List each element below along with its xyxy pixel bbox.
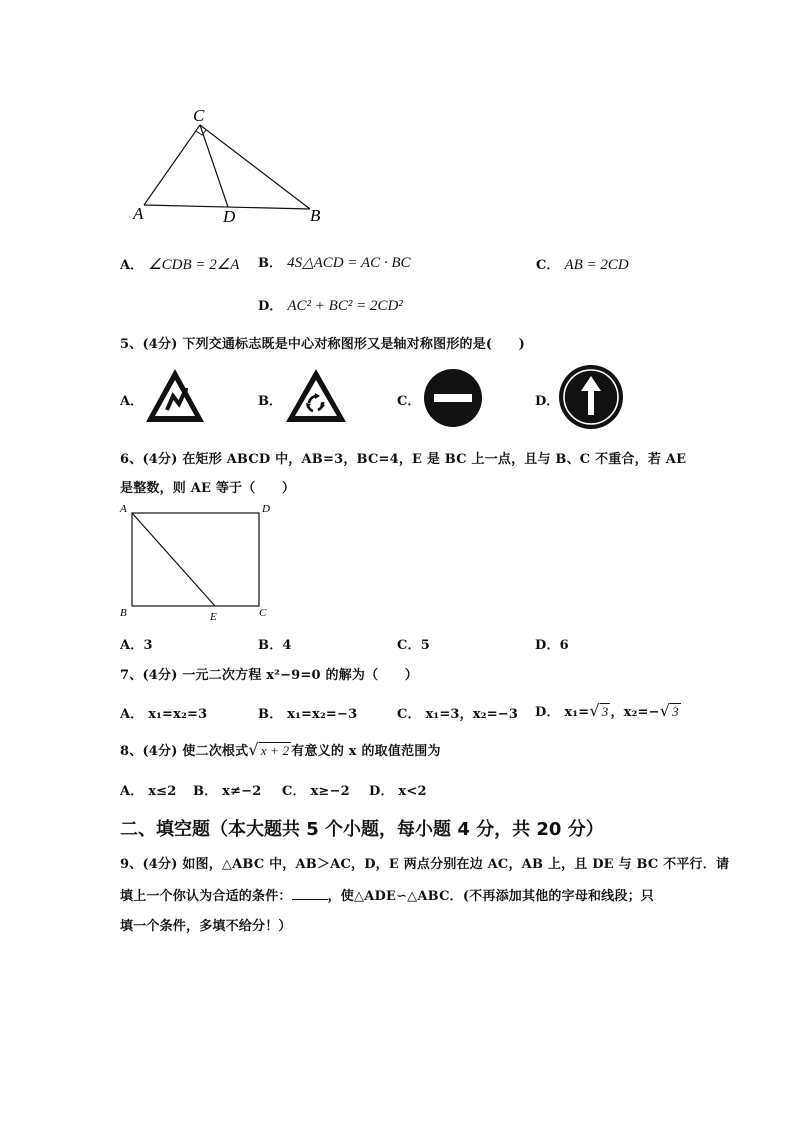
q6-option-b: B．4 <box>258 638 292 653</box>
triangle-roundabout-sign-icon <box>283 366 349 426</box>
q4-option-b-label: B． <box>258 256 282 271</box>
right-angle-mark <box>196 130 206 135</box>
q8-option-a: A． x≤2 <box>120 784 177 799</box>
q5-option-a-label: A． <box>120 394 144 409</box>
q4-option-d-text: AC² + BC² = 2CD² <box>287 298 403 314</box>
q4-option-a <box>120 254 239 274</box>
q7-option-c: C． x₁=3，x₂=−3 <box>397 707 519 722</box>
q8-text <box>120 740 441 759</box>
q9-text-line2 <box>120 885 654 904</box>
q5-option-b-label: B． <box>258 394 282 409</box>
q6-option-d: D．6 <box>535 638 569 653</box>
q7-option-a: A． x₁=x₂=3 <box>120 707 208 722</box>
no-entry-sign-icon <box>423 368 483 428</box>
q7-sqrt-arg-2: 3 <box>672 704 679 719</box>
q4-option-c <box>536 254 629 274</box>
q5-option-d-label: D． <box>535 394 560 409</box>
ahead-only-sign-icon <box>558 364 624 430</box>
side-ac <box>144 125 200 205</box>
q8-suffix: 有意义的 x 的取值范围为 <box>291 744 441 759</box>
q7-option-d-mid: ，x₂=− <box>610 705 660 720</box>
q7-option-d-prefix: D． x₁= <box>535 705 590 720</box>
q4-option-a-text: ∠CDB = 2∠A <box>148 257 240 273</box>
q7-option-b: B． x₁=x₂=−3 <box>258 707 358 722</box>
q8-option-b: B． x≠−2 <box>193 784 262 799</box>
q7-option-d <box>535 701 681 720</box>
triangle-zigzag-sign-icon <box>143 366 207 426</box>
q9-line2-post: ，使△ADE∽△ABC．(不再添加其他的字母和线段；只 <box>327 889 654 904</box>
q7-sqrt-arg-1: 3 <box>601 704 609 719</box>
sqrt-icon: √ <box>589 701 600 720</box>
sqrt-icon: √ <box>659 701 671 720</box>
answer-blank[interactable] <box>292 887 328 900</box>
q4-option-b-text: 4S△ACD = AC · BC <box>287 255 411 271</box>
q4-option-d <box>258 295 403 315</box>
vertex-c-label: C <box>193 106 205 125</box>
q5-option-c-label: C． <box>397 394 421 409</box>
vertex-c-label: C <box>259 607 267 619</box>
vertex-a-label: A <box>133 204 144 223</box>
rectangle-abcd <box>132 513 259 606</box>
q5-text: 5、(4分) 下列交通标志既是中心对称图形又是轴对称图形的是( ) <box>120 337 526 352</box>
vertex-d-label: D <box>262 503 270 515</box>
point-e-label: E <box>210 611 217 623</box>
vertex-a-label: A <box>120 503 127 515</box>
vertex-b-label: B <box>120 607 127 619</box>
q4-option-d-label: D． <box>258 299 283 314</box>
rectangle-figure <box>115 498 285 626</box>
q6-option-a: A．3 <box>120 638 153 653</box>
segment-ae <box>132 513 215 606</box>
side-cb <box>200 125 310 209</box>
segment-cd <box>200 125 228 207</box>
q8-option-c: C． x≥−2 <box>282 784 350 799</box>
vertex-b-label: B <box>310 206 321 225</box>
q8-prefix: 8、(4分) 使二次根式 <box>120 744 249 759</box>
point-d-label: D <box>223 207 236 226</box>
q6-option-c: C．5 <box>397 638 430 653</box>
q4-option-c-label: C． <box>536 258 560 273</box>
q4-option-b <box>258 252 411 272</box>
q8-option-d: D． x<2 <box>369 784 427 799</box>
q9-text-line3: 填一个条件，多填不给分！） <box>120 919 292 934</box>
q4-option-a-label: A． <box>120 258 144 273</box>
q7-text: 7、(4分) 一元二次方程 x²−9=0 的解为（ ） <box>120 668 418 683</box>
q6-text-line2: 是整数，则 AE 等于（ ） <box>120 481 296 496</box>
section-title: 二、填空题（本大题共 5 个小题，每小题 4 分，共 20 分） <box>120 819 604 840</box>
q6-text-line1: 6、(4分) 在矩形 ABCD 中，AB=3，BC=4，E 是 BC 上一点，且与 B、C 不重合，若 AE <box>120 452 687 467</box>
q4-option-c-text: AB = 2CD <box>564 257 629 273</box>
q8-radicand: x + 2 <box>260 743 290 758</box>
q9-text-line1: 9、(4分) 如图，△ABC 中，AB＞AC，D，E 两点分别在边 AC，AB 上，且 DE 与 BC 不平行．请 <box>120 857 730 872</box>
triangle-figure <box>130 105 330 230</box>
sqrt-icon: √ <box>248 740 259 759</box>
q9-line2-pre: 填上一个你认为合适的条件： <box>120 889 292 904</box>
